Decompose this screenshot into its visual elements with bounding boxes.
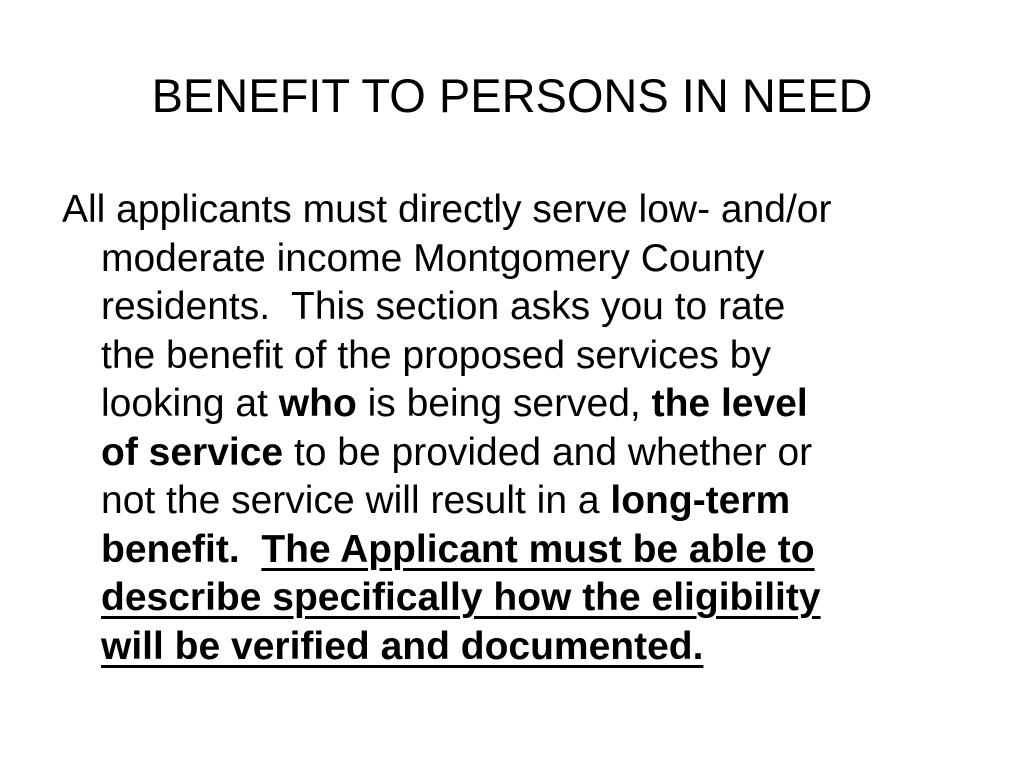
body-line-8 bbox=[62, 526, 962, 575]
emphasis-benefit: benefit. bbox=[101, 527, 262, 571]
emphasis-long-term: long-term bbox=[610, 479, 791, 522]
emphasis-level-of-service-cont: of service bbox=[101, 430, 284, 474]
slide-body bbox=[62, 186, 962, 671]
body-line-9 bbox=[62, 574, 962, 623]
body-text-run: residents. This section asks you to rate bbox=[101, 285, 786, 328]
body-text-run: All applicants must directly serve low- and/or bbox=[62, 188, 832, 231]
body-line-7 bbox=[62, 477, 962, 526]
body-line-1 bbox=[62, 186, 962, 235]
body-line-6 bbox=[62, 429, 962, 478]
body-line-3 bbox=[62, 283, 962, 332]
body-text-run: not the service will result in a bbox=[101, 479, 611, 522]
body-text-run: looking at bbox=[101, 382, 279, 425]
body-line-5 bbox=[62, 380, 962, 429]
body-line-2 bbox=[62, 235, 962, 284]
emphasis-level-of-service: the level bbox=[651, 382, 808, 425]
requirement-underlined: The Applicant must be able to bbox=[261, 527, 815, 571]
emphasis-who: who bbox=[278, 382, 357, 425]
body-line-10 bbox=[62, 623, 962, 672]
body-text-run: moderate income Montgomery County bbox=[101, 236, 765, 280]
body-line-4 bbox=[62, 332, 962, 381]
requirement-underlined: will be verified and documented. bbox=[101, 624, 704, 668]
requirement-underlined: describe specifically how the eligibility bbox=[101, 576, 821, 619]
body-text-run: is being served, bbox=[356, 382, 652, 425]
body-text-run: the benefit of the proposed services by bbox=[101, 333, 771, 377]
body-text-run: to be provided and whether or bbox=[283, 430, 813, 474]
slide-title: BENEFIT TO PERSONS IN NEED bbox=[151, 69, 873, 122]
